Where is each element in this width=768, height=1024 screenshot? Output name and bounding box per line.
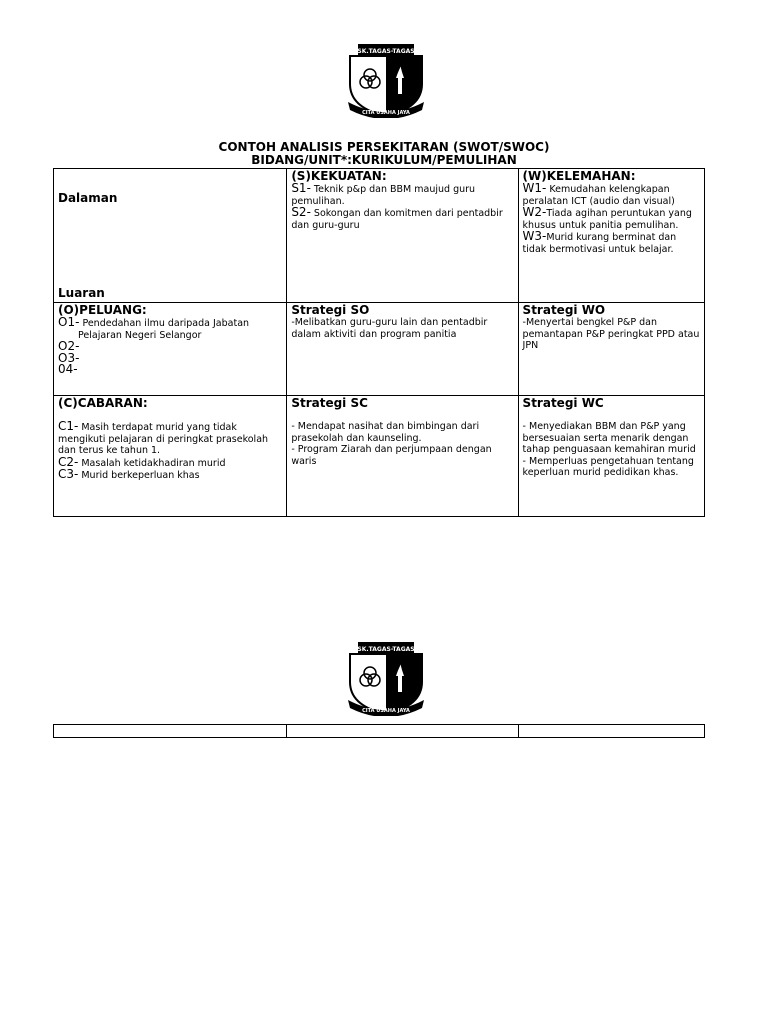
swot-table xyxy=(53,168,705,517)
weakness-item: W3-Murid kurang berminat dan tidak bermotivasi untuk belajar. xyxy=(522,229,677,255)
document-title: CONTOH ANALISIS PERSEKITARAN (SWOT/SWOC) xyxy=(218,140,550,154)
strategy-sc-line: - Program Ziarah dan perjumpaan dengan waris xyxy=(291,444,492,467)
opportunities-cell xyxy=(54,303,287,396)
weaknesses-heading: (W)KELEMAHAN: xyxy=(522,169,636,183)
strategy-wo-cell xyxy=(518,303,704,396)
school-crest-logo xyxy=(344,640,428,716)
weaknesses-cell xyxy=(518,169,704,303)
strategy-wo-heading: Strategi WO xyxy=(522,303,606,317)
opportunities-heading: (O)PELUANG: xyxy=(58,303,147,317)
threats-cell xyxy=(54,396,287,517)
strength-item: S2- Sokongan dan komitmen dari pentadbir dan guru-guru xyxy=(291,205,503,231)
strategy-wc-line: - Memperluas pengetahuan tentang keperluan murid pedidikan khas. xyxy=(522,455,694,478)
strategy-wc-cell xyxy=(518,396,704,517)
opportunity-item: O3- xyxy=(58,350,80,365)
threat-item: C1- Masih terdapat murid yang tidak mengikuti pelajaran di peringkat prasekolah dan terus ke tahun 1. xyxy=(58,419,269,456)
document-subtitle: BIDANG/UNIT*:KURIKULUM/PEMULIHAN xyxy=(251,153,517,167)
threat-item: C3- Murid berkeperluan khas xyxy=(58,467,200,481)
empty-cell xyxy=(54,725,287,738)
svg-text:SK.TAGAS-TAGAS: SK.TAGAS-TAGAS xyxy=(357,646,415,653)
strategy-sc-heading: Strategi SC xyxy=(291,396,368,410)
weakness-item: W1- Kemudahan kelengkapan peralatan ICT (audio dan visual) xyxy=(522,181,675,207)
empty-cell xyxy=(287,725,518,738)
strengths-cell xyxy=(287,169,518,303)
strategy-so-text: -Melibatkan guru-guru lain dan pentadbir dalam aktiviti dan program panitia xyxy=(291,317,488,340)
dalaman-label: Dalaman xyxy=(58,191,118,205)
strategy-so-heading: Strategi SO xyxy=(291,303,370,317)
strategy-wo-text: -Menyertai bengkel P&P dan pemantapan P&P peringkat PPD atau JPN xyxy=(522,317,700,351)
opportunity-item: O2- xyxy=(58,339,80,353)
corner-cell xyxy=(54,169,287,303)
strategy-so-cell xyxy=(287,303,518,396)
svg-text:SK.TAGAS-TAGAS: SK.TAGAS-TAGAS xyxy=(357,48,415,55)
threats-heading: (C)CABARAN: xyxy=(58,396,148,410)
strategy-sc-line: - Mendapat nasihat dan bimbingan dari prasekolah dan kaunseling. xyxy=(291,421,480,444)
strategy-wc-heading: Strategi WC xyxy=(522,396,604,410)
school-crest-logo xyxy=(344,42,428,118)
strength-item: S1- Teknik p&p dan BBM maujud guru pemulihan. xyxy=(291,181,476,207)
weakness-item: W2-Tiada agihan peruntukan yang khusus untuk panitia pemulihan. xyxy=(522,205,692,231)
strategy-wc-line: - Menyediakan BBM dan P&P yang bersesuaian serta menarik dengan tahap penguasaan kemahiran murid xyxy=(522,421,696,455)
svg-text:CITA USAHA JAYA: CITA USAHA JAYA xyxy=(362,708,410,714)
threat-item: C2- Masalah ketidakhadiran murid xyxy=(58,454,226,469)
opportunity-item: O1- Pendedahan ilmu daripada Jabatan Pelajaran Negeri Selangor xyxy=(58,315,250,341)
strengths-heading: (S)KEKUATAN: xyxy=(291,169,387,183)
empty-cell xyxy=(518,725,704,738)
svg-text:CITA USAHA JAYA: CITA USAHA JAYA xyxy=(362,110,410,116)
opportunity-item: 04- xyxy=(58,362,78,376)
empty-table-row xyxy=(53,724,705,738)
strategy-sc-cell xyxy=(287,396,518,517)
luaran-label: Luaran xyxy=(58,286,105,300)
